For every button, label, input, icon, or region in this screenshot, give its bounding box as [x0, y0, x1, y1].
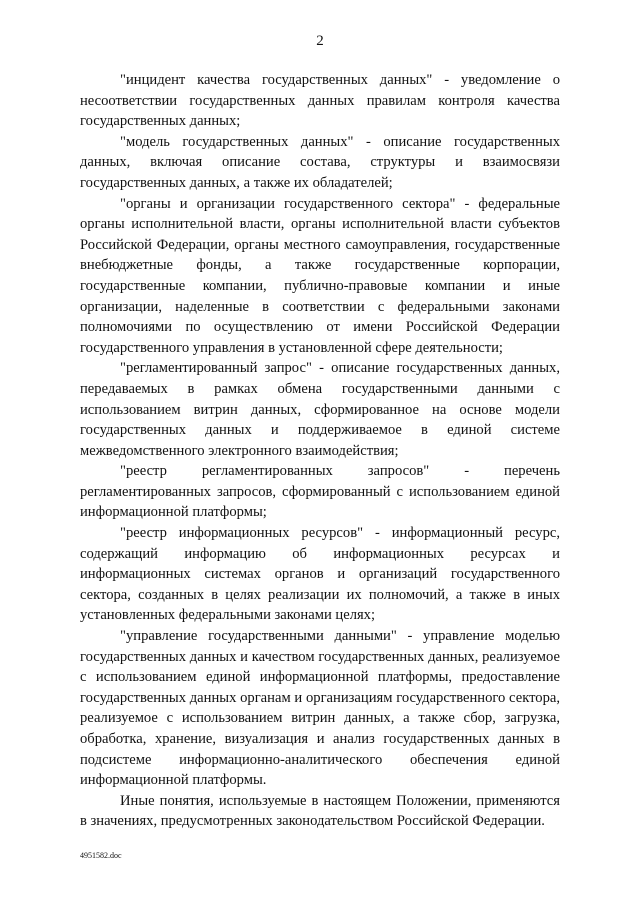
definition-paragraph: "инцидент качества государственных данных" - уведомление о несоответствии государственных данных правилам контроля качества государственных данных; — [80, 72, 560, 130]
definition-paragraph: "модель государственных данных" - описание государственных данных, включая описание состава, структуры и взаимосвязи государственных данных, а также их обладателей; — [80, 133, 560, 191]
document-file-code: 4951582.doc — [80, 851, 122, 860]
page-number: 2 — [316, 33, 324, 49]
definition-paragraph: "регламентированный запрос" - описание государственных данных, передаваемых в рамках обмена государственными данными с использованием витрин данных, сформированное на основе модели государственных данных и поддерживаемое в единой системе межведомственного электронного взаимодействия; — [80, 360, 560, 459]
definition-paragraph: "управление государственными данными" - управление моделью государственных данных и качеством государственных данных, реализуемое с использованием единой информационной платформы, предоставление государственных данных органам и организациям государственного сектора, реализуемое с использованием витрин данных, а также сбор, загрузка, обработка, хранение, визуализация и анализ государственных данных в подсистеме информационно-аналитического обеспечения единой информационной платформы. — [80, 628, 560, 789]
definition-paragraph: "органы и организации государственного сектора" - федеральные органы исполнительной власти, органы исполнительной власти субъектов Российской Федерации, органы местного самоуправления, государственные внебюджетные фонды, а также государственные корпорации, государственные компании, публично-правовые компании и иные организации, наделенные в соответствии с федеральными законами полномочиями по осуществлению от имени Российской Федерации государственного управления в установленной сфере деятельности; — [80, 195, 560, 356]
definition-paragraph: "реестр информационных ресурсов" - информационный ресурс, содержащий информацию об информационных ресурсах и информационных системах органов и организаций государственного сектора, созданных в целях реализации их полномочий, а также в иных установленных федеральными законами целях; — [80, 525, 560, 624]
definition-paragraph: "реестр регламентированных запросов" - перечень регламентированных запросов, сформированный с использованием единой информационной платформы; — [80, 463, 560, 521]
document-body — [80, 70, 560, 832]
closing-paragraph: Иные понятия, используемые в настоящем Положении, применяются в значениях, предусмотренных законодательством Российской Федерации. — [80, 792, 560, 830]
